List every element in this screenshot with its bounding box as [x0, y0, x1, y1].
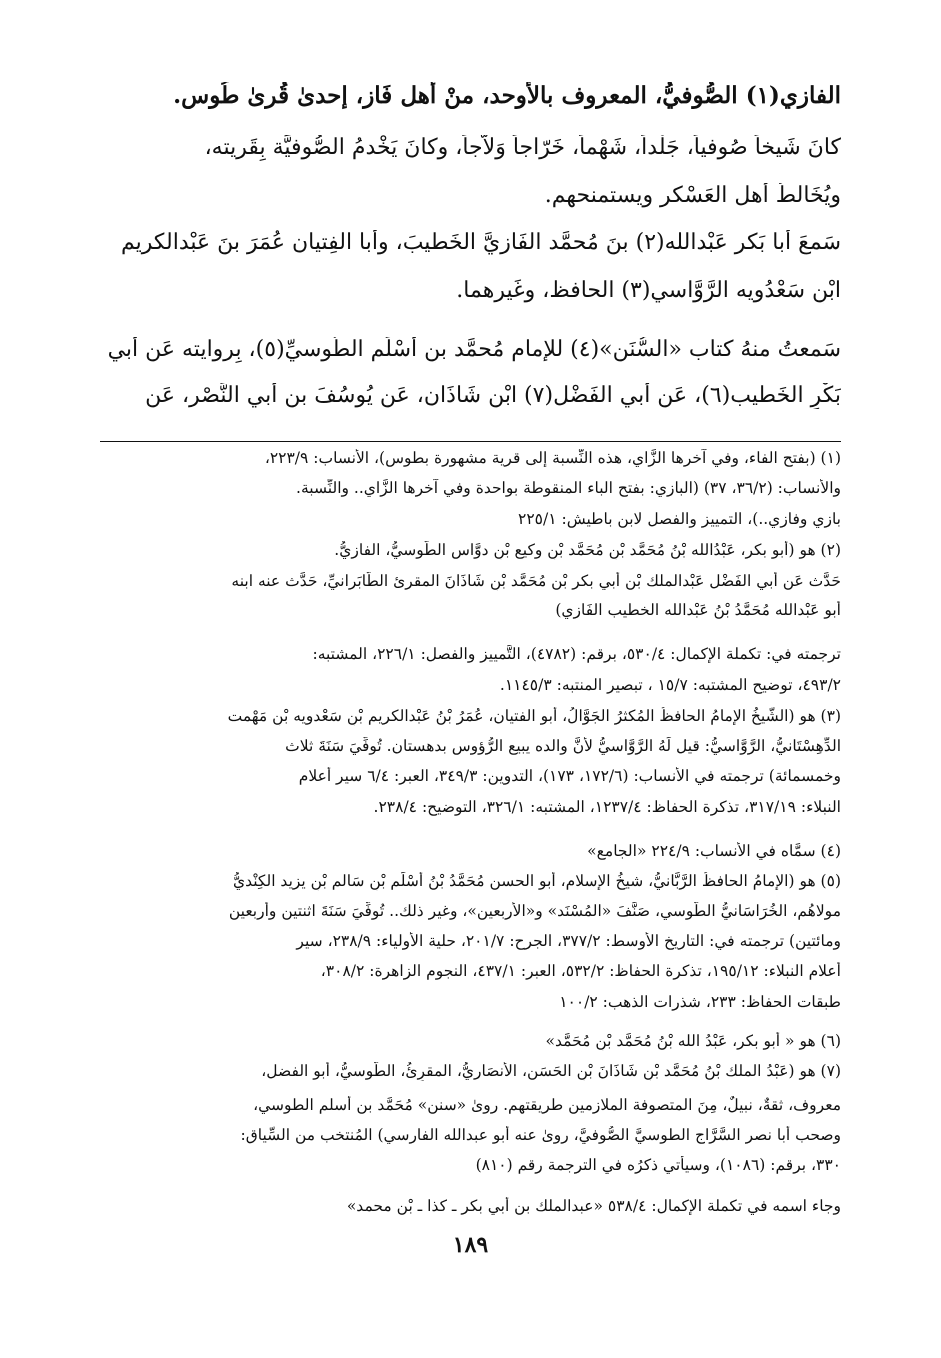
footnote-line: (٢) هو (أبو بكر، عَبْدُالله بْنُ مُحَمَّد بْنِ مُحَمَّد بْنِ وكيع بْنِ دوَّاس الطُّوسيُّ، الفازيُّ. [334, 541, 841, 559]
footnote-line: (٣) هو (الشَّيخُ الإمامُ الحافظُ المُكثرُ الجَوَّالُ، أبو الفتيان، عُمَرُ بْنُ عَبْدالكريم بْنِ سَعْدويه بْنِ مَهْمت [227, 707, 841, 725]
footnote-line: وصحب أبا نصر السَّرَّاج الطوسيَّ الصُّوفيَّ، روىٰ عنه أبو عبدالله الفارسي) المُنتخب من السِّياق: [240, 1126, 841, 1144]
footnote-line: مولاهُم، الخُرَاسَانيُّ الطُّوسي، صَنَّفَ «المُسْنَد» و«الأربعين»، وغير ذلك.. تُوفِّيَ سَنَةَ اثنتين وأربعين [228, 902, 841, 920]
footnote-line: (٤) سمَّاه في الأنساب: ٢٢٤/٩ «الجامع» [587, 842, 841, 860]
footnote-line: (١) (بفتح الفاء، وفي آخرها الزَّاي، هذه النِّسبة إلى قرية مشهورة بطوس)، الأنساب: ٢٢٣/٩، [264, 449, 841, 467]
footnote-line: ٣٣٠، برقم: (١٠٨٦)، وسيأتي ذكرُه في الترجمة رقم (٨١٠) [475, 1156, 841, 1174]
footnote-line: (٥) هو (الإمامُ الحافظُ الرَّبَّانيُّ، شيخُ الإسلام، أبو الحسن مُحَمَّدُ بْنُ أسْلَم بْنِ سَالم بْنِ يزيد الكِنْديُّ [232, 872, 841, 890]
footnote-line: ترجمته في: تكملة الإكمال: ٥٣٠/٤، برقم: (٤٧٨٢)، التَّمييز والفصل: ٢٢٦/١، المشتبه: [312, 645, 841, 663]
footnote-line: النبلاء: ٣١٧/١٩، تذكرة الحفاظ: ١٢٣٧/٤، المشتبه: ٣٢٦/١، التوضيح: ٢٣٨/٤. [373, 798, 841, 816]
main-text-line: ويُخَالطُ أهل العَسْكر ويستمنحهم. [544, 183, 841, 208]
footnote-line: وخمسمائة) ترجمته في الأنساب: (١٧٢/٦، ١٧٣)، التدوين: ٣٤٩/٣، العبر: ٦/٤ سير أعلام [298, 767, 841, 785]
footnote-line: أعلام النبلاء: ١٩٥/١٢، تذكرة الحفاظ: ٥٣٢/٢، العبر: ٤٣٧/١، النجوم الزاهرة: ٣٠٨/٢، [320, 962, 841, 980]
main-text-line: كانَ شَيخاً صُوفياً، جَلْداً، شَهْماً، خَرّاجاً وَلاّجاً، وكانَ يَخْدمُ الصُّوفيَّة بِقَريته، [204, 135, 841, 160]
main-text-line: ابْنِ سَعْدُويه الرَّوَّاسي(٣) الحافظ، وغَيرهما. [456, 278, 841, 303]
footnote-line: معروف، ثقةٌ، نبيلٌ، مِنَ المتصوفة الملازمين طريقتهم. روىٰ «سنن» مُحَمَّد بن أسلم الطوسي، [253, 1096, 841, 1114]
footnote-line: وجاء اسمه في تكملة الإكمال: ٥٣٨/٤ «عبدالملك بن أبي بكر ـ كذا ـ بْن محمد» [346, 1197, 841, 1215]
page-number: ١٨٩ [452, 1232, 489, 1258]
footnote-line: (٦) هو « أبو بكر، عَبْدُ الله بْنُ مُحَمَّد بْنِ مُحَمَّد» [545, 1032, 841, 1050]
footnote-line: بازي وفازي..)، التمييز والفصل لابن باطيش: ٢٢٥/١ [518, 510, 841, 528]
footnote-separator [100, 441, 841, 442]
footnote-line: ومائتين) ترجمته في: التاريخ الأوسط: ٣٧٧/٢، الجرح: ٢٠١/٧، حلية الأولياء: ٢٣٨/٩، سير [296, 932, 841, 950]
main-text-line: سَمعتُ منهُ كتاب «السُّنَن»(٤) للإمام مُحمَّد بنِ أسْلَم الطُّوسيِّ(٥)، بِروايته عَن أبي [107, 337, 841, 362]
footnote-line: ٤٩٣/٢، توضيح المشتبه: ١٥/٧ ، تبصير المنتبه: ١١٤٥/٣. [499, 676, 841, 694]
footnote-line: الدِّهِسْتَانيُّ، الرَّوَّاسيُّ: قيل لَهُ الرَّوَّاسيُّ لأنَّ والده يبيع الرُّؤوس بدهستان. تُوفِّيَ سَنَةَ ثلاث [285, 737, 841, 755]
footnote-line: حَدَّث عَن أبي الفَضْل عَبْدالملك بْن أبي بكر بْن مُحَمَّد بْنِ شَاذَانَ المقرئ الطَّابَرانيِّ، حَدَّث عنه ابنه [231, 572, 841, 590]
main-text-line: سَمعَ أبا بَكر عَبْدالله(٢) بنَ مُحمَّد الفَازيَّ الخَطيبَ، وأبا الفِتيان عُمَرَ بنَ عَبْدالكريم [120, 230, 841, 255]
footnote-line: والأنساب: (٣٦/٢، ٣٧) (البازي: بفتح الباء المنقوطة بواحدة وفي آخرها الزَّاي.. والنِّسبة. [296, 479, 841, 497]
main-text-line: بَكْرٍ الخَطيب(٦)، عَن أبي الفَضْل(٧) ابْن شَاذَان، عَن يُوسُفَ بنِ أبي النَّصْر، عَن [145, 383, 841, 408]
footnote-line: (٧) هو (عَبْدُ الملك بْنُ مُحَمَّد بْنِ شَاذَانَ بْنِ الحَسَن، الأنصَاريُّ، المقرِئُ، الطُّوسيُّ، أبو الفضل، [261, 1062, 841, 1080]
main-text-line: الفازي(١) الصُّوفيُّ، المعروف بالأوحد، منْ أهل فَاز، إحدىٰ قُرىٰ طُوس. [173, 82, 841, 109]
footnote-line: أبو عَبْدالله مُحَمَّدُ بْنُ عَبْدالله الخطيب الفَازي) [555, 601, 841, 619]
footnote-line: طبقات الحفاظ: ٢٣٣، شذرات الذهب: ١٠٠/٢ [559, 993, 841, 1011]
